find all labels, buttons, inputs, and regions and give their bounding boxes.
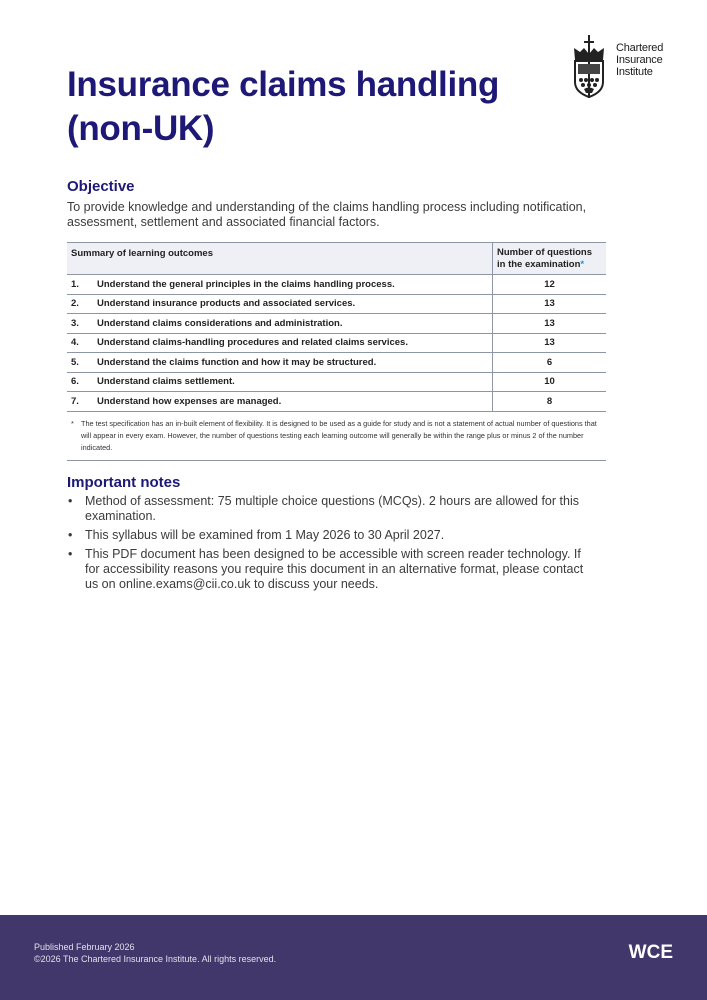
syllabus-code: WCE [628, 942, 673, 963]
table-row: 7. Understand how expenses are managed. 8 [67, 392, 606, 412]
objective-heading: Objective [67, 178, 135, 195]
table-row: 3. Understand claims considerations and administration. 13 [67, 314, 606, 334]
bullet-icon: • [68, 528, 73, 542]
published-date: Published February 2026 [34, 942, 135, 952]
page-footer [0, 915, 707, 1000]
objective-text: To provide knowledge and understanding of the claims handling process including notification, assessment, settlement and associated financial factors. [67, 200, 587, 229]
footnote-marker: * [580, 259, 585, 270]
copyright-notice: ©2026 The Chartered Insurance Institute. All rights reserved. [34, 954, 277, 964]
list-item: • This PDF document has been designed to be accessible with screen reader technology. If for accessibility reasons you require this document in an alternative format, please contact us on online.exams@cii.co.uk to discuss your needs. [68, 547, 584, 591]
table-row: 1. Understand the general principles in the claims handling process. 12 [67, 275, 606, 295]
logo-line-2: Insurance [616, 54, 663, 66]
logo-line-1: Chartered [616, 42, 664, 54]
list-item: • Method of assessment: 75 multiple choice questions (MCQs). 2 hours are allowed for this examination. [68, 494, 579, 523]
table-row: 4. Understand claims-handling procedures and related claims services. 13 [67, 334, 606, 354]
learning-outcomes-table [67, 242, 606, 461]
table-row: 2. Understand insurance products and associated services. 13 [67, 295, 606, 315]
page-title: Insurance claims handling (non-UK) [67, 65, 500, 148]
publication-info [34, 941, 276, 965]
crest-icon [570, 34, 608, 100]
table-row: 6. Understand claims settlement. 10 [67, 373, 606, 393]
table-header [67, 243, 606, 275]
header-learning-outcomes: Summary of learning outcomes [67, 243, 493, 274]
important-notes-list [67, 494, 587, 596]
header-number-of-questions: Number of questions in the examination* [497, 247, 593, 270]
table-footnote: * The test specification has an in-built element of flexibility. It is designed to be used as a guide for study and is not a statement of actual number of questions that will appear in every exam. However, the number of questions testing each learning outcome will generally be within the range plus or minus 2 of the number indicated. [67, 412, 606, 461]
table-row: 5. Understand the claims function and how it may be structured. 6 [67, 353, 606, 373]
logo-wordmark [616, 42, 663, 78]
cii-logo [570, 34, 680, 102]
logo-line-3: Institute [616, 66, 653, 78]
bullet-icon: • [68, 494, 73, 508]
list-item: • This syllabus will be examined from 1 May 2026 to 30 April 2027. [68, 528, 445, 542]
bullet-icon: • [68, 547, 73, 561]
important-notes-heading: Important notes [67, 474, 181, 491]
